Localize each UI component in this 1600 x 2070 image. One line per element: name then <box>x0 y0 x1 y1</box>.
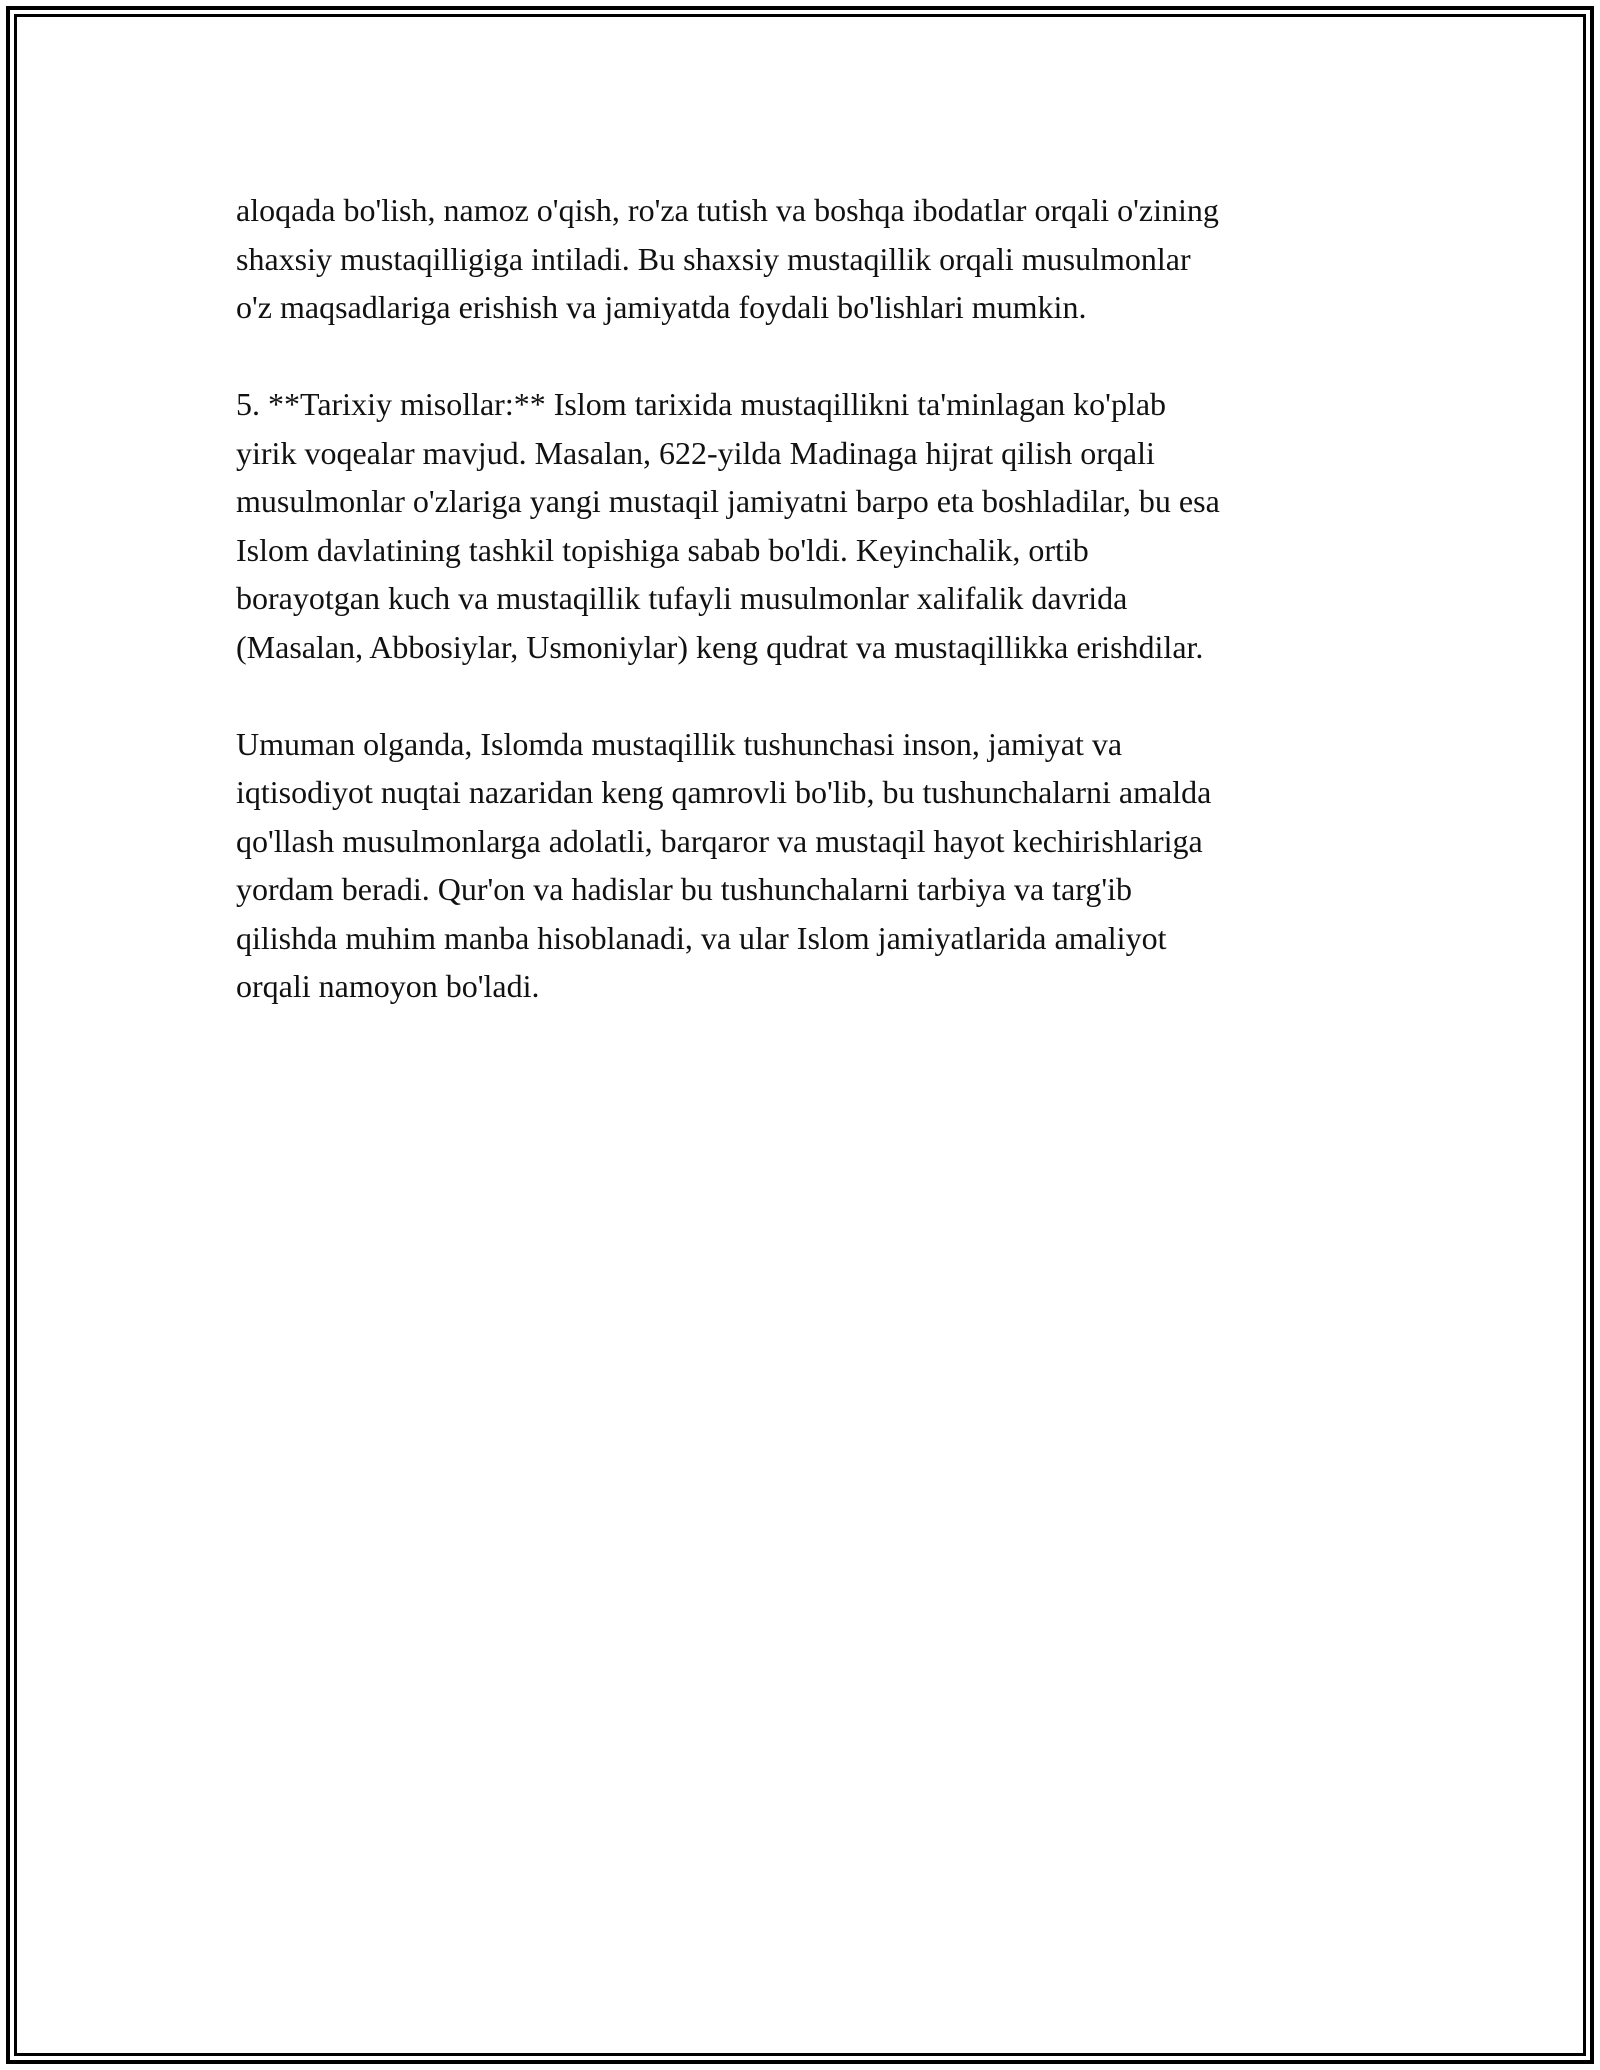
text-line: aloqada bo'lish, namoz o'qish, ro'za tutish va boshqa ibodatlar orqali o'zining <box>236 192 1219 228</box>
document-body <box>236 186 1372 1059</box>
text-line: musulmonlar o'zlariga yangi mustaqil jamiyatni barpo eta boshladilar, bu esa <box>236 483 1220 519</box>
text-line: 5. **Tarixiy misollar:** Islom tarixida mustaqillikni ta'minlagan ko'plab <box>236 386 1167 422</box>
text-line: o'z maqsadlariga erishish va jamiyatda foydali bo'lishlari mumkin. <box>236 289 1087 325</box>
text-line: yirik voqealar mavjud. Masalan, 622-yilda Madinaga hijrat qilish orqali <box>236 434 1155 471</box>
text-line: orqali namoyon bo'ladi. <box>236 968 540 1004</box>
text-line: Umuman olganda, Islomda mustaqillik tushunchasi inson, jamiyat va <box>236 725 1123 762</box>
text-line: qilishda muhim manba hisoblanadi, va ular Islom jamiyatlarida amaliyot <box>236 919 1167 956</box>
text-line: yordam beradi. Qur'on va hadislar bu tushunchalarni tarbiya va targ'ib <box>236 871 1132 907</box>
text-line: (Masalan, Abbosiylar, Usmoniylar) keng qudrat va mustaqillikka erishdilar. <box>236 628 1204 665</box>
text-line: shaxsiy mustaqilligiga intiladi. Bu shaxsiy mustaqillik orqali musulmonlar <box>236 240 1191 277</box>
paragraph-historical-examples <box>236 380 1372 671</box>
paragraph-conclusion <box>236 720 1372 1011</box>
text-line: iqtisodiyot nuqtai nazaridan keng qamrovli bo'lib, bu tushunchalarni amalda <box>236 774 1212 810</box>
paragraph-personal-independence <box>236 186 1372 332</box>
text-line: Islom davlatining tashkil topishiga sabab bo'ldi. Keyinchalik, ortib <box>236 531 1089 568</box>
text-line: qo'llash musulmonlarga adolatli, barqaror va mustaqil hayot kechirishlariga <box>236 822 1203 859</box>
text-line: borayotgan kuch va mustaqillik tufayli musulmonlar xalifalik davrida <box>236 580 1128 616</box>
